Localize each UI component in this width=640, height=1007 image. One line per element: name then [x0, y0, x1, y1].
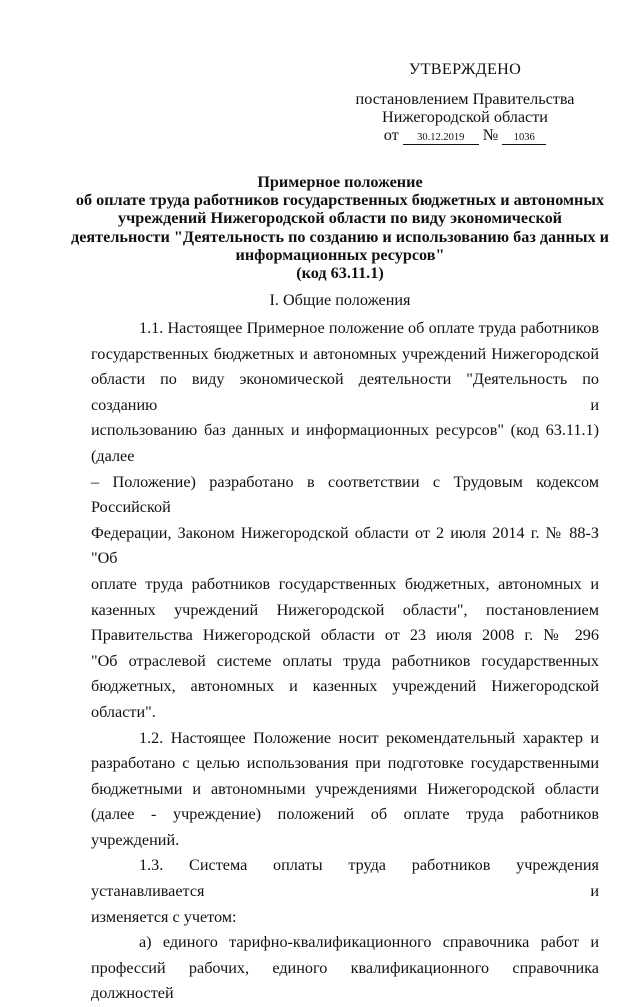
text-line: – Положение) разработано в соответствии с Трудовым кодексом Российской [91, 472, 599, 517]
approval-title: УТВЕРЖДЕНО [408, 60, 522, 78]
approval-date-line [340, 126, 590, 145]
text-line: бюджетных, автономных и казенных учреждений Нижегородской области". [91, 677, 599, 721]
approval-line-region: Нижегородской области [382, 108, 548, 126]
approval-line-decree: постановлением Правительства [355, 90, 575, 108]
text-line: области по виду экономической деятельности "Деятельность по созданию и [91, 370, 599, 414]
document-title [60, 173, 620, 282]
document-body [91, 316, 599, 1007]
text-line: оплате труда работников государственных бюджетных, автономных и [91, 574, 599, 593]
decree-date: 30.12.2019 [403, 132, 479, 145]
paragraph-1-1 [91, 316, 599, 726]
document-title-line: об оплате труда работников государственных бюджетных и автономных [75, 191, 605, 210]
text-line: 1.3. Система оплаты труда работников учреждения устанавливается и [91, 856, 599, 901]
text-line: разработано с целью использования при подготовке государственными [91, 754, 599, 773]
document-title-line: (код 63.11.1) [296, 264, 384, 283]
text-line: изменяется с учетом: [91, 907, 237, 926]
document-title-line: Примерное положение [257, 173, 423, 191]
text-line: государственных бюджетных и автономных учреждений Нижегородской [91, 344, 599, 363]
text-line: Федерации, Законом Нижегородской области от 2 июля 2014 г. № 88-З "Об [91, 523, 599, 568]
paragraph-a [91, 930, 599, 1007]
text-line: использованию баз данных и информационных ресурсов" (код 63.11.1) (далее [91, 421, 599, 465]
number-sign: № [482, 126, 499, 144]
paragraph-1-3 [91, 853, 599, 930]
text-line: казенных учреждений Нижегородской области", постановлением [91, 600, 599, 619]
text-line: бюджетными и автономными учреждениями Нижегородской области [91, 779, 599, 798]
document-title-line: деятельности "Деятельность по созданию и использованию баз данных и [71, 227, 609, 246]
text-line: профессий рабочих, единого квалификационного справочника должностей [91, 958, 599, 1003]
text-line: Правительства Нижегородской области от 23 июля 2008 г. № 296 [91, 626, 599, 645]
approval-stamp [340, 60, 590, 145]
text-line: 1.2. Настоящее Положение носит рекомендательный характер и [139, 728, 599, 747]
section-heading: I. Общие положения [269, 291, 411, 309]
paragraph-1-2 [91, 726, 599, 854]
document-title-line: информационных ресурсов" [235, 245, 445, 264]
document-title-line: учреждений Нижегородской области по виду экономической [117, 209, 563, 228]
text-line: а) единого тарифно-квалификационного справочника работ и [139, 933, 599, 952]
date-prefix: от [383, 126, 399, 144]
text-line: 1.1. Настоящее Примерное положение об оплате труда работников [139, 319, 599, 337]
text-line: (далее - учреждение) положений об оплате труда работников учреждений. [91, 805, 599, 849]
decree-number: 1036 [502, 132, 546, 145]
text-line: "Об отраслевой системе оплаты труда работников государственных [91, 651, 599, 670]
